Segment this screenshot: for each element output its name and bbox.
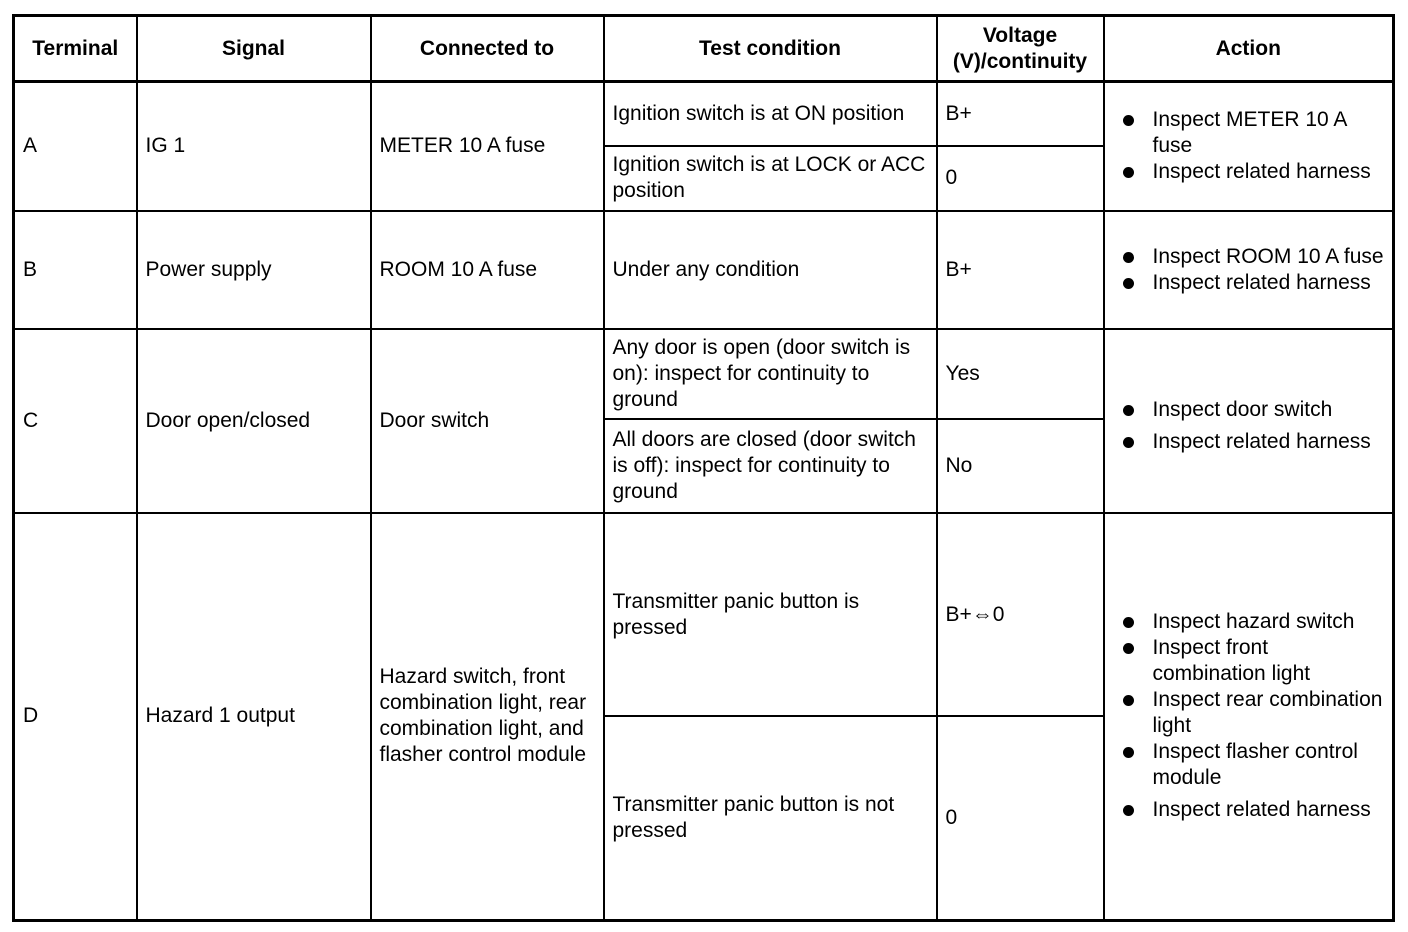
continuity-cell: Yes <box>937 329 1104 419</box>
action-item: Inspect related harness <box>1113 429 1385 455</box>
action-list <box>1113 244 1385 296</box>
table-row <box>14 513 1394 716</box>
action-item: Inspect front combination light <box>1113 635 1385 687</box>
test-condition-cell: Transmitter panic button is pressed <box>604 513 937 716</box>
connected-to-cell: Hazard switch, front combination light, rear combination light, and flasher control module <box>371 513 604 921</box>
terminal-cell: D <box>14 513 137 921</box>
header-action: Action <box>1104 16 1394 82</box>
test-condition-cell: Any door is open (door switch is on): inspect for continuity to ground <box>604 329 937 419</box>
signal-cell: IG 1 <box>137 82 371 211</box>
action-list <box>1113 397 1385 455</box>
action-item: Inspect door switch <box>1113 397 1385 423</box>
header-voltage <box>937 16 1104 82</box>
header-test-condition: Test condition <box>604 16 937 82</box>
voltage-cell: 0 <box>937 146 1104 211</box>
action-list <box>1113 609 1385 823</box>
action-cell <box>1104 329 1394 513</box>
action-cell <box>1104 513 1394 921</box>
action-item: Inspect related harness <box>1113 270 1385 296</box>
terminal-cell: A <box>14 82 137 211</box>
terminal-inspection-table <box>12 14 1395 922</box>
table-row <box>14 82 1394 146</box>
action-item: Inspect related harness <box>1113 797 1385 823</box>
voltage-cell: B+ <box>937 211 1104 329</box>
connected-to-cell: Door switch <box>371 329 604 513</box>
connected-to-cell: METER 10 A fuse <box>371 82 604 211</box>
test-condition-cell: Transmitter panic button is not pressed <box>604 716 937 920</box>
terminal-cell: B <box>14 211 137 329</box>
action-item: Inspect METER 10 A fuse <box>1113 107 1385 159</box>
voltage-cell: 0 <box>937 716 1104 920</box>
action-cell <box>1104 211 1394 329</box>
test-condition-cell: Ignition switch is at ON position <box>604 82 937 146</box>
action-list <box>1113 107 1385 185</box>
action-item: Inspect ROOM 10 A fuse <box>1113 244 1385 270</box>
header-row <box>14 16 1394 82</box>
test-condition-cell: Ignition switch is at LOCK or ACC position <box>604 146 937 211</box>
voltage-cell: B+⇔0 <box>937 513 1104 716</box>
action-item: Inspect rear combination light <box>1113 687 1385 739</box>
test-condition-cell: Under any condition <box>604 211 937 329</box>
header-voltage-line2: (V)/continuity <box>952 49 1088 73</box>
table-row <box>14 211 1394 329</box>
action-item: Inspect related harness <box>1113 159 1385 185</box>
signal-cell: Hazard 1 output <box>137 513 371 921</box>
action-cell <box>1104 82 1394 211</box>
header-terminal: Terminal <box>14 16 137 82</box>
action-item: Inspect hazard switch <box>1113 609 1385 635</box>
table-row <box>14 329 1394 419</box>
terminal-cell: C <box>14 329 137 513</box>
continuity-cell: No <box>937 419 1104 513</box>
header-voltage-line1: Voltage <box>982 23 1058 47</box>
header-connected-to: Connected to <box>371 16 604 82</box>
action-item: Inspect flasher control module <box>1113 739 1385 791</box>
signal-cell: Door open/closed <box>137 329 371 513</box>
header-signal: Signal <box>137 16 371 82</box>
test-condition-cell: All doors are closed (door switch is off): inspect for continuity to ground <box>604 419 937 513</box>
voltage-cell: B+ <box>937 82 1104 146</box>
connected-to-cell: ROOM 10 A fuse <box>371 211 604 329</box>
signal-cell: Power supply <box>137 211 371 329</box>
